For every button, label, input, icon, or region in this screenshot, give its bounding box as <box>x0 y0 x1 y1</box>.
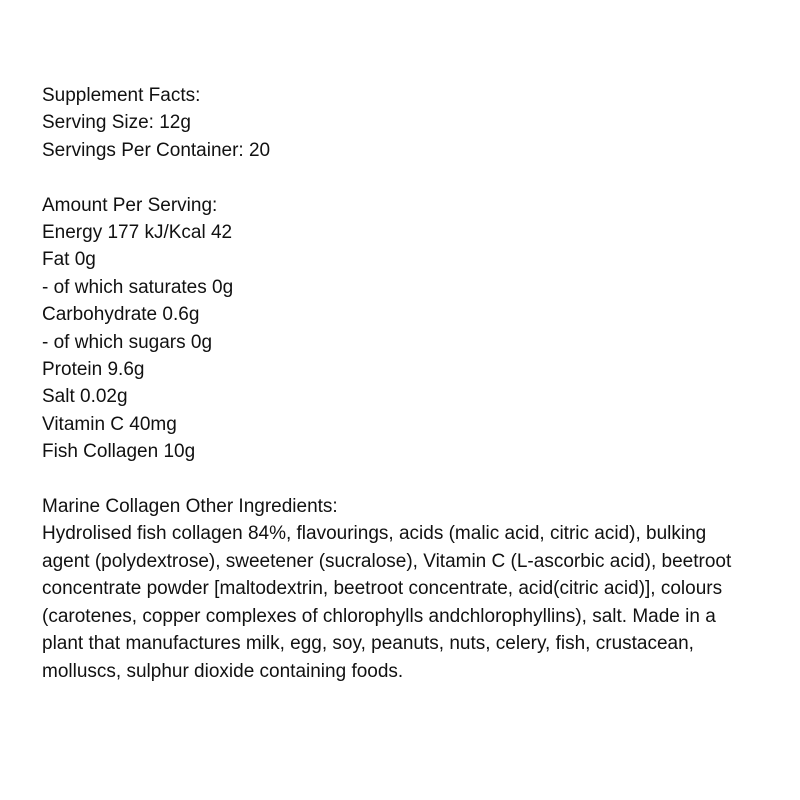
supplement-facts-document <box>42 82 762 685</box>
nutrition-row-energy: Energy 177 kJ/Kcal 42 <box>42 222 233 244</box>
nutrition-row-fish-collagen: Fish Collagen 10g <box>42 441 196 463</box>
nutrition-row-salt: Salt 0.02g <box>42 386 128 408</box>
nutrition-row-protein: Protein 9.6g <box>42 359 145 381</box>
ingredients-text: Hydrolised fish collagen 84%, flavourings, acids (malic acid, citric acid), bulking agent (polydextrose), sweetener (sucralose), Vitamin C (L-ascorbic acid), beetroot concentrate powder [maltodextrin, beetroot concentrate, acid(citric acid)], colours (carotenes, copper complexes of chlorophylls andchlorophyllins), salt. Made in a plant that manufactures milk, egg, soy, peanuts, nuts, celery, fish, crustacean, molluscs, sulphur dioxide containing foods. <box>42 523 732 682</box>
section-spacer <box>42 466 762 493</box>
nutrition-row-sugars: - of which sugars 0g <box>42 331 213 353</box>
ingredients-heading: Marine Collagen Other Ingredients: <box>42 496 338 518</box>
servings-per-container: Servings Per Container: 20 <box>42 139 271 161</box>
nutrition-row-vitamin-c: Vitamin C 40mg <box>42 413 177 435</box>
supplement-facts-heading: Supplement Facts: <box>42 85 201 106</box>
amount-per-serving-heading: Amount Per Serving: <box>42 194 218 216</box>
section-spacer <box>42 164 762 191</box>
serving-size: Serving Size: 12g <box>42 112 191 134</box>
nutrition-row-fat: Fat 0g <box>42 249 96 271</box>
nutrition-row-carbohydrate: Carbohydrate 0.6g <box>42 304 200 326</box>
nutrition-row-saturates: - of which saturates 0g <box>42 276 234 298</box>
